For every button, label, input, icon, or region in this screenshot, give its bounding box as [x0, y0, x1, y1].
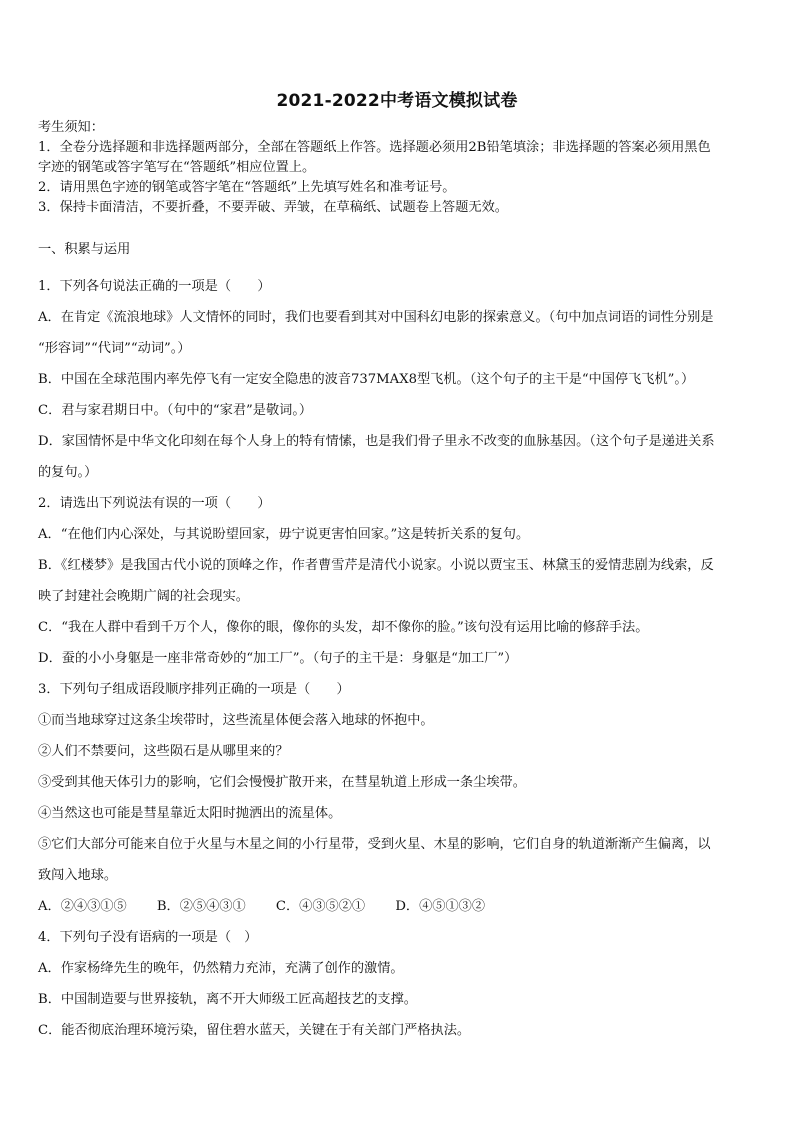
- sentence-5-cont: 致闯入地球。: [38, 868, 118, 883]
- option-d: D．④⑤①③②: [395, 899, 486, 914]
- notice-heading: 考生须知：: [38, 120, 104, 135]
- question-2: [38, 488, 758, 674]
- section-heading: 一、积累与运用: [38, 242, 131, 257]
- question-4: [38, 922, 758, 1046]
- option-d: D．蚕的小小身躯是一座非常奇妙的“加工厂”。（句子的主干是：身躯是“加工厂”）: [38, 651, 518, 666]
- option-d-cont: 的复句。）: [38, 465, 98, 480]
- sentence-4: ④当然这也可能是彗星靠近太阳时抛洒出的流星体。: [38, 806, 342, 821]
- option-b: B．《红楼梦》是我国古代小说的顶峰之作，作者曹雪芹是清代小说家。小说以贾宝玉、林黛玉的爱情悲剧为线索，反: [38, 558, 714, 573]
- sentence-2: ②人们不禁要问，这些陨石是从哪里来的？: [38, 744, 289, 759]
- exam-notice: [38, 118, 758, 218]
- option-c: C．“我在人群中看到千万个人，像你的眼，像你的头发，却不像你的脸。”该句没有运用比喻的修辞手法。: [38, 620, 649, 635]
- page-title: 2021-2022中考语文模拟试卷: [276, 91, 518, 111]
- question-stem: 2．请选出下列说法有误的一项（ ）: [38, 496, 271, 511]
- sentence-1: ①而当地球穿过这条尘埃带时，这些流星体便会落入地球的怀抱中。: [38, 713, 434, 728]
- notice-line: 2．请用黑色字迹的钢笔或答字笔在“答题纸”上先填写姓名和准考证号。: [38, 180, 456, 195]
- option-a: A．作家杨绛先生的晚年，仍然精力充沛，充满了创作的激情。: [38, 961, 404, 976]
- option-c: C．能否彻底治理环境污染，留住碧水蓝天，关键在于有关部门严格执法。: [38, 1023, 471, 1038]
- option-b-cont: 映了封建社会晚期广阔的社会现实。: [38, 589, 249, 604]
- answer-options: [38, 891, 758, 922]
- option-a-cont: “形容词”“代词”“动词”。）: [38, 341, 191, 356]
- page-content: [38, 118, 758, 1046]
- notice-line: 字迹的钢笔或答字笔写在“答题纸”相应位置上。: [38, 160, 316, 175]
- question-stem: 1．下列各句说法正确的一项是（ ）: [38, 279, 271, 294]
- question-3: [38, 674, 758, 922]
- option-b: B．中国在全球范围内率先停飞有一定安全隐患的波音737MAX8型飞机。（这个句子的主干是“中国停飞飞机”。）: [38, 372, 695, 387]
- option-a: A．“在他们内心深处，与其说盼望回家，毋宁说更害怕回家。”这是转折关系的复句。: [38, 527, 530, 542]
- question-1: [38, 271, 758, 488]
- option-c: C．君与家君期日中。（句中的“家君”是敬词。）: [38, 403, 313, 418]
- sentence-5: ⑤它们大部分可能来自位于火星与木星之间的小行星带，受到火星、木星的影响，它们自身的轨道渐渐产生偏离，以: [38, 837, 711, 852]
- option-b: B．中国制造要与世界接轨，离不开大师级工匠高超技艺的支撑。: [38, 992, 417, 1007]
- question-stem: 3．下列句子组成语段顺序排列正确的一项是（ ）: [38, 682, 350, 697]
- sentence-3: ③受到其他天体引力的影响，它们会慢慢扩散开来，在彗星轨道上形成一条尘埃带。: [38, 775, 526, 790]
- option-a: A．②④③①⑤: [38, 899, 127, 914]
- option-c: C．④③⑤②①: [275, 899, 366, 914]
- notice-line: 3．保持卡面清洁，不要折叠，不要弄破、弄皱，在草稿纸、试题卷上答题无效。: [38, 200, 508, 215]
- question-stem: 4．下列句子没有语病的一项是（ ）: [38, 930, 258, 945]
- notice-line: 1．全卷分选择题和非选择题两部分，全部在答题纸上作答。选择题必须用2B铅笔填涂；非选择题的答案必须用黑色: [38, 140, 711, 155]
- option-a: A．在肯定《流浪地球》人文情怀的同时，我们也要看到其对中国科幻电影的探索意义。（句中加点词语的词性分别是: [38, 310, 714, 325]
- option-d: D．家国情怀是中华文化印刻在每个人身上的特有情愫，也是我们骨子里永不改变的血脉基因。（这个句子是递进关系: [38, 434, 715, 449]
- option-b: B．②⑤④③①: [156, 899, 246, 914]
